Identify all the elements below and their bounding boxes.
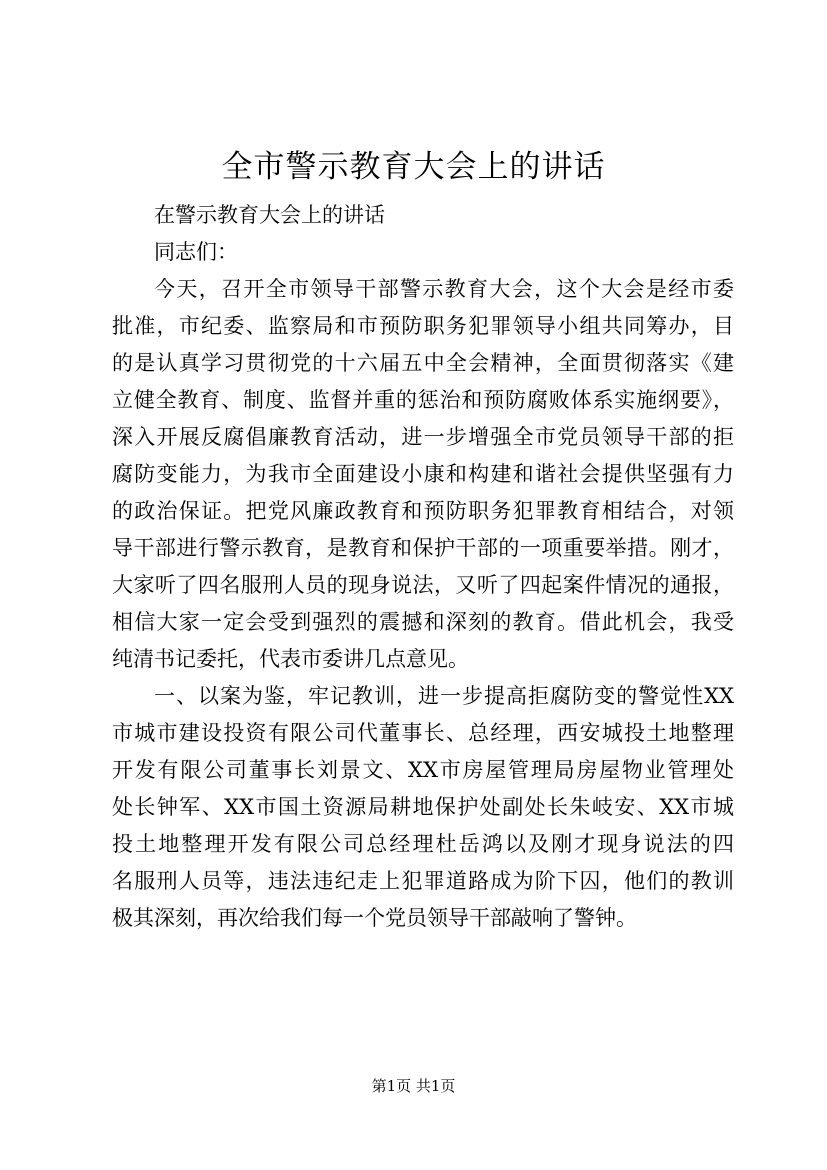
- body-line: 一、以案为鉴，牢记教训，进一步提高拒腐防变的警觉性XX: [154, 684, 734, 708]
- document-title: 全市警示教育大会上的讲话: [221, 149, 606, 185]
- body-line: 同志们：: [154, 240, 238, 264]
- body-line: 开发有限公司董事长刘景文、XX市房屋管理局房屋物业管理处: [112, 758, 734, 782]
- page-footer: 第1页 共1页: [371, 1077, 456, 1095]
- body-line: 相信大家一定会受到强烈的震撼和深刻的教育。借此机会，我受: [112, 610, 734, 634]
- body-line: 深入开展反腐倡廉教育活动，进一步增强全市党员领导干部的拒: [112, 425, 734, 449]
- body-line: 大家听了四名服刑人员的现身说法，又听了四起案件情况的通报，: [112, 573, 734, 597]
- body-line: 今天，召开全市领导干部警示教育大会，这个大会是经市委: [154, 277, 734, 301]
- body-line: 处长钟军、XX市国土资源局耕地保护处副处长朱岐安、XX市城: [112, 795, 734, 819]
- body-line: 立健全教育、制度、监督并重的惩治和预防腐败体系实施纲要》，: [112, 388, 734, 412]
- body-line: 的是认真学习贯彻党的十六届五中全会精神，全面贯彻落实《建: [112, 351, 734, 375]
- body-line: 投土地整理开发有限公司总经理杜岳鸿以及刚才现身说法的四: [112, 832, 734, 856]
- body-line: 的政治保证。把党风廉政教育和预防职务犯罪教育相结合，对领: [112, 499, 734, 523]
- body-line: 导干部进行警示教育，是教育和保护干部的一项重要举措。刚才，: [112, 536, 734, 560]
- body-line: 腐防变能力，为我市全面建设小康和构建和谐社会提供坚强有力: [112, 462, 734, 486]
- body-line: 纯清书记委托，代表市委讲几点意见。: [112, 647, 469, 671]
- body-line: 在警示教育大会上的讲话: [154, 203, 385, 227]
- document-body: [112, 197, 734, 937]
- body-line: 极其深刻，再次给我们每一个党员领导干部敲响了警钟。: [112, 906, 637, 930]
- body-line: 批准，市纪委、监察局和市预防职务犯罪领导小组共同筹办，目: [112, 314, 734, 338]
- body-line: 市城市建设投资有限公司代董事长、总经理，西安城投土地整理: [112, 721, 734, 745]
- body-line: 名服刑人员等，违法违纪走上犯罪道路成为阶下囚，他们的教训: [112, 869, 734, 893]
